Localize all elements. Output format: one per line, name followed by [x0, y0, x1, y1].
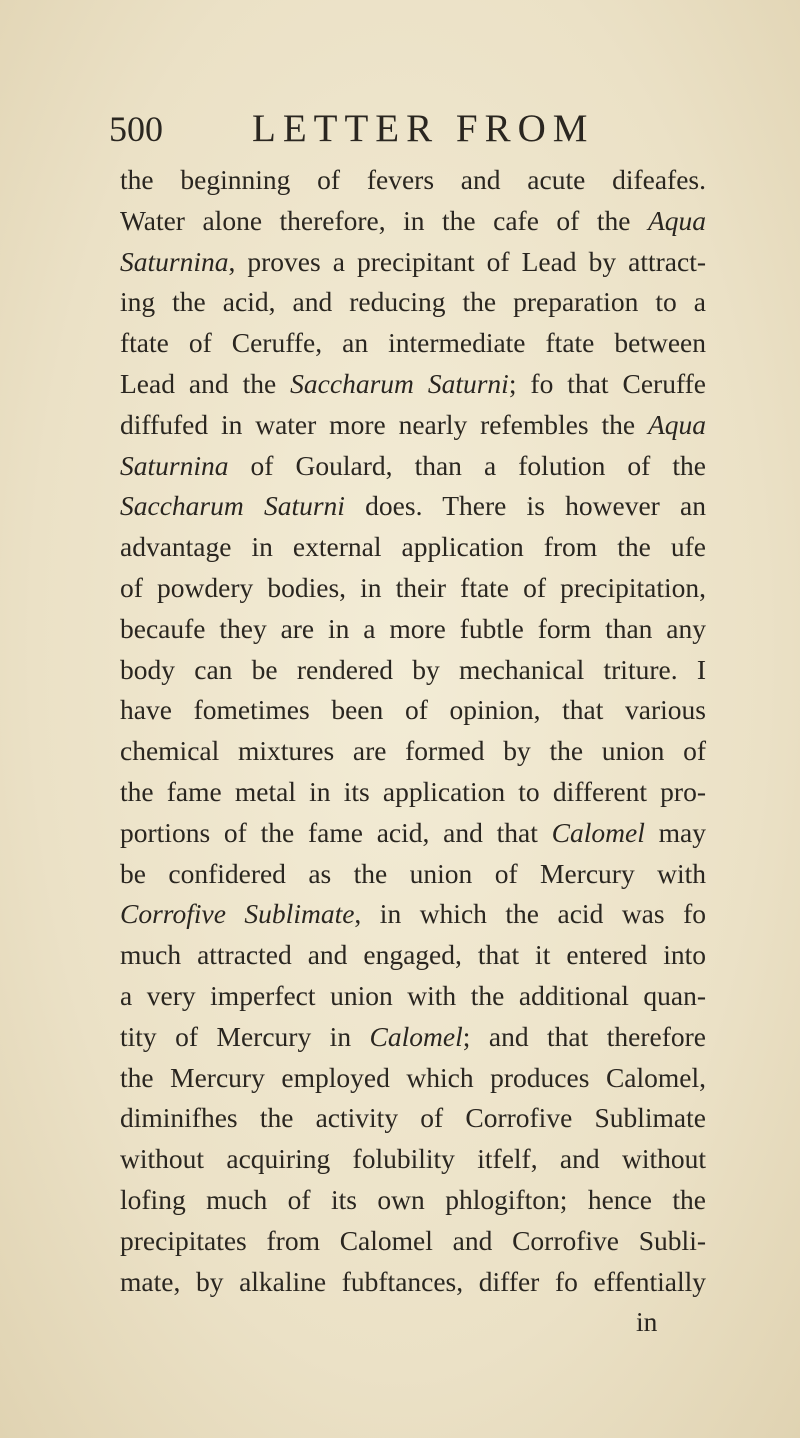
text-run: becaufe they are in a more fubtle form than any	[120, 612, 706, 644]
text-run: a very imperfect union with the additional quan-	[120, 979, 706, 1011]
text-run: body can be rendered by mechanical triture. I	[120, 653, 706, 685]
text-run: advantage in external application from the ufe	[120, 531, 706, 563]
text-line	[120, 1221, 706, 1262]
text-line	[120, 527, 706, 568]
text-line	[120, 242, 706, 283]
text-run: ftate of Ceruffe, an intermediate ftate between	[120, 327, 706, 359]
text-line	[120, 854, 706, 895]
text-run: ing the acid, and reducing the preparation to a	[120, 286, 706, 318]
text-run: mate, by alkaline fubftances, differ fo effentially	[120, 1265, 706, 1297]
text-line	[120, 405, 706, 446]
text-run: , in which the acid was fo	[354, 898, 707, 930]
italic-text: Saccharum Saturni	[290, 367, 509, 399]
text-run: does. There is however an	[344, 490, 706, 522]
text-run: ; fo that Ceruffe	[508, 367, 706, 399]
text-run: without acquiring folubility itfelf, and without	[120, 1143, 706, 1175]
text-line	[120, 813, 706, 854]
text-line	[120, 1098, 706, 1139]
text-run: portions of the fame acid, and that	[120, 816, 552, 848]
text-run: of Goulard, than a folution of the	[228, 449, 706, 481]
text-run: tity of Mercury in	[120, 1020, 370, 1052]
text-line	[120, 364, 706, 405]
text-line	[120, 486, 706, 527]
text-run: of powdery bodies, in their ftate of precipitation,	[120, 571, 706, 603]
text-line	[120, 282, 706, 323]
italic-text: Saturnina	[120, 449, 229, 481]
italic-text: Calomel	[369, 1020, 463, 1052]
text-run: the Mercury employed which produces Calomel,	[120, 1061, 706, 1093]
text-line	[120, 1058, 706, 1099]
text-line	[120, 731, 706, 772]
italic-text: Aqua	[647, 204, 706, 236]
text-run: have fometimes been of opinion, that various	[120, 694, 706, 726]
text-line	[120, 446, 706, 487]
italic-text: Corrofive Sublimate	[120, 898, 355, 930]
catchword: in	[636, 1306, 658, 1338]
text-run: may	[644, 816, 706, 848]
text-run: chemical mixtures are formed by the union of	[120, 735, 706, 767]
body-text	[120, 160, 706, 1343]
text-line	[120, 609, 706, 650]
text-run: be confidered as the union of Mercury with	[120, 857, 706, 889]
text-line	[120, 650, 706, 691]
text-run: lofing much of its own phlogifton; hence the	[120, 1183, 706, 1215]
text-line	[120, 690, 706, 731]
text-line	[120, 201, 706, 242]
text-line	[120, 160, 706, 201]
text-run: the fame metal in its application to different pro-	[120, 775, 706, 807]
text-line	[120, 935, 706, 976]
italic-text: Aqua	[647, 408, 706, 440]
text-line	[120, 568, 706, 609]
text-line	[120, 894, 706, 935]
running-head: LETTER FROM	[252, 107, 595, 150]
text-run: Lead and the	[120, 367, 291, 399]
text-run: much attracted and engaged, that it entered into	[120, 939, 706, 971]
text-run: diffufed in water more nearly refembles the	[120, 408, 648, 440]
page-number: 500	[109, 109, 163, 149]
page-header	[0, 103, 800, 155]
text-line	[120, 1139, 706, 1180]
text-run: , proves a precipitant of Lead by attract-	[228, 245, 706, 277]
italic-text: Saccharum Saturni	[120, 490, 345, 522]
italic-text: Calomel	[551, 816, 645, 848]
text-line	[120, 323, 706, 364]
italic-text: Saturnina	[120, 245, 229, 277]
text-run: Water alone therefore, in the cafe of the	[120, 204, 648, 236]
text-run: diminifhes the activity of Corrofive Sublimate	[120, 1102, 706, 1134]
text-line	[120, 976, 706, 1017]
text-line	[120, 772, 706, 813]
text-run: ; and that therefore	[462, 1020, 706, 1052]
text-run: precipitates from Calomel and Corrofive Subli-	[120, 1224, 706, 1256]
text-run: the beginning of fevers and acute difeafes.	[120, 164, 706, 195]
text-line	[120, 1262, 706, 1303]
text-line	[120, 1017, 706, 1058]
text-line	[120, 1180, 706, 1221]
